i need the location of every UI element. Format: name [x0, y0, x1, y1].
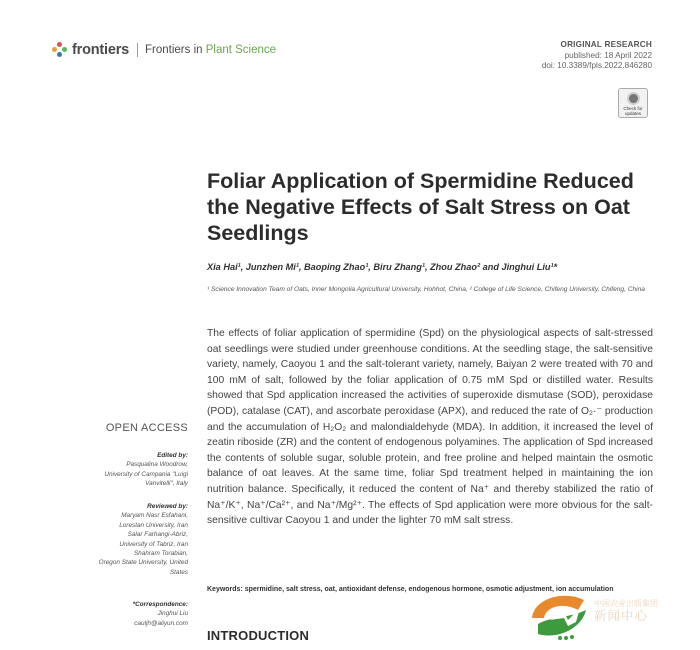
open-access-label: OPEN ACCESS: [105, 422, 188, 434]
published-date: published: 18 April 2022: [564, 50, 652, 60]
reviewed-by-label: Reviewed by:: [147, 503, 188, 510]
editor-name: Pasqualina Woodrow,: [126, 461, 188, 469]
introduction-heading: INTRODUCTION: [207, 628, 310, 643]
doi[interactable]: doi: 10.3389/fpls.2022.846280: [541, 61, 652, 70]
check-updates-label: Check for updates: [623, 106, 643, 116]
edited-by-section: [80, 451, 188, 489]
frontiers-logo-icon: [52, 42, 68, 58]
reviewer-affiliation: University of Tabriz, Iran: [119, 540, 188, 548]
reviewed-by-section: [80, 502, 188, 577]
reviewer-affiliation: Lorestan University, Iran: [119, 521, 188, 529]
journal-name: Frontiers in Plant Science: [145, 44, 277, 56]
article-title: Foliar Application of Spermidine Reduced the Negative Effects of Salt Stress on Oat Seedlings: [207, 169, 634, 245]
brand-name: frontiers: [72, 42, 130, 58]
journal-brand[interactable]: [52, 42, 276, 58]
reviewer-name: Salar Farhangi-Abriz,: [127, 531, 188, 539]
reviewer-name: Maryam Nasr Esfahani,: [121, 512, 188, 520]
reviewer-affiliation: Oregon State University, United States: [98, 559, 188, 576]
article-type: ORIGINAL RESEARCH: [560, 40, 652, 49]
editor-affiliation: University of Campania "Luigi Vanvitelli", Italy: [104, 470, 188, 488]
correspondence-section: [80, 600, 188, 628]
correspondent-name: Jinghui Liu: [157, 610, 188, 618]
edited-by-label: Edited by:: [157, 452, 188, 459]
brand-divider: [137, 43, 138, 57]
check-updates-icon: [627, 92, 640, 105]
watermark-logo-icon: [524, 588, 594, 644]
correspondent-email[interactable]: cauljh@aliyun.com: [134, 619, 188, 627]
keywords: Keywords: spermidine, salt stress, oat, antioxidant defense, endogenous hormone, osmotic adjustment, ion accumulation: [207, 586, 614, 593]
article-meta: [542, 40, 652, 72]
affiliations: ¹ Science Innovation Team of Oats, Inner Mongolia Agricultural University, Hohhot, China, ² College of Life Science, Chifeng University, Chifeng, China: [207, 286, 645, 293]
correspondence-label: *Correspondence:: [132, 601, 188, 608]
check-for-updates-button[interactable]: [618, 88, 648, 118]
reviewer-name: Shahram Torabian,: [133, 550, 188, 558]
abstract: The effects of foliar application of spermidine (Spd) on the physiological aspects of salt-stressed oat seedlings were studied under greenhouse conditions. At the seedling stage, the salt-sensitive variety, namely, Caoyou 1 and the salt-tolerant variety, namely, Baiyan 2 were treated with 70 and 100 mM of salt, followed by the foliar application of 0.75 mM Spd or distilled water. Results showed that Spd application increased the activities of superoxide dismutase (SOD), peroxidase (POD), catalase (CAT), and ascorbate peroxidase (APX), and reduced the rate of O₂·⁻ production and the accumulation of H₂O₂ and malondialdehyde (MDA). In addition, it increased the level of zeatin riboside (ZR) and the content of endogenous polyamines. The application of Spd increased the contents of soluble sugar, soluble protein, and free proline and helped maintain the osmotic balance of oat leaves. At the same time, foliar Spd treatment helped in maintaining the ion nutrition balance. Specifically, it reduced the content of Na⁺ and thereby stabilized the ratio of Na⁺/K⁺, Na⁺/Ca²⁺, and Na⁺/Mg²⁺. The effects of Spd application were more obvious for the salt-sensitive cultivar Caoyou 1 and under the lighter 70 mM salt stress.: [207, 328, 653, 527]
watermark-text: 中国农业出版集团 新闻中心: [594, 599, 658, 623]
author-list[interactable]: Xia Hai¹, Junzhen Mi¹, Baoping Zhao¹, Biru Zhang¹, Zhou Zhao² and Jinghui Liu¹*: [207, 262, 558, 272]
